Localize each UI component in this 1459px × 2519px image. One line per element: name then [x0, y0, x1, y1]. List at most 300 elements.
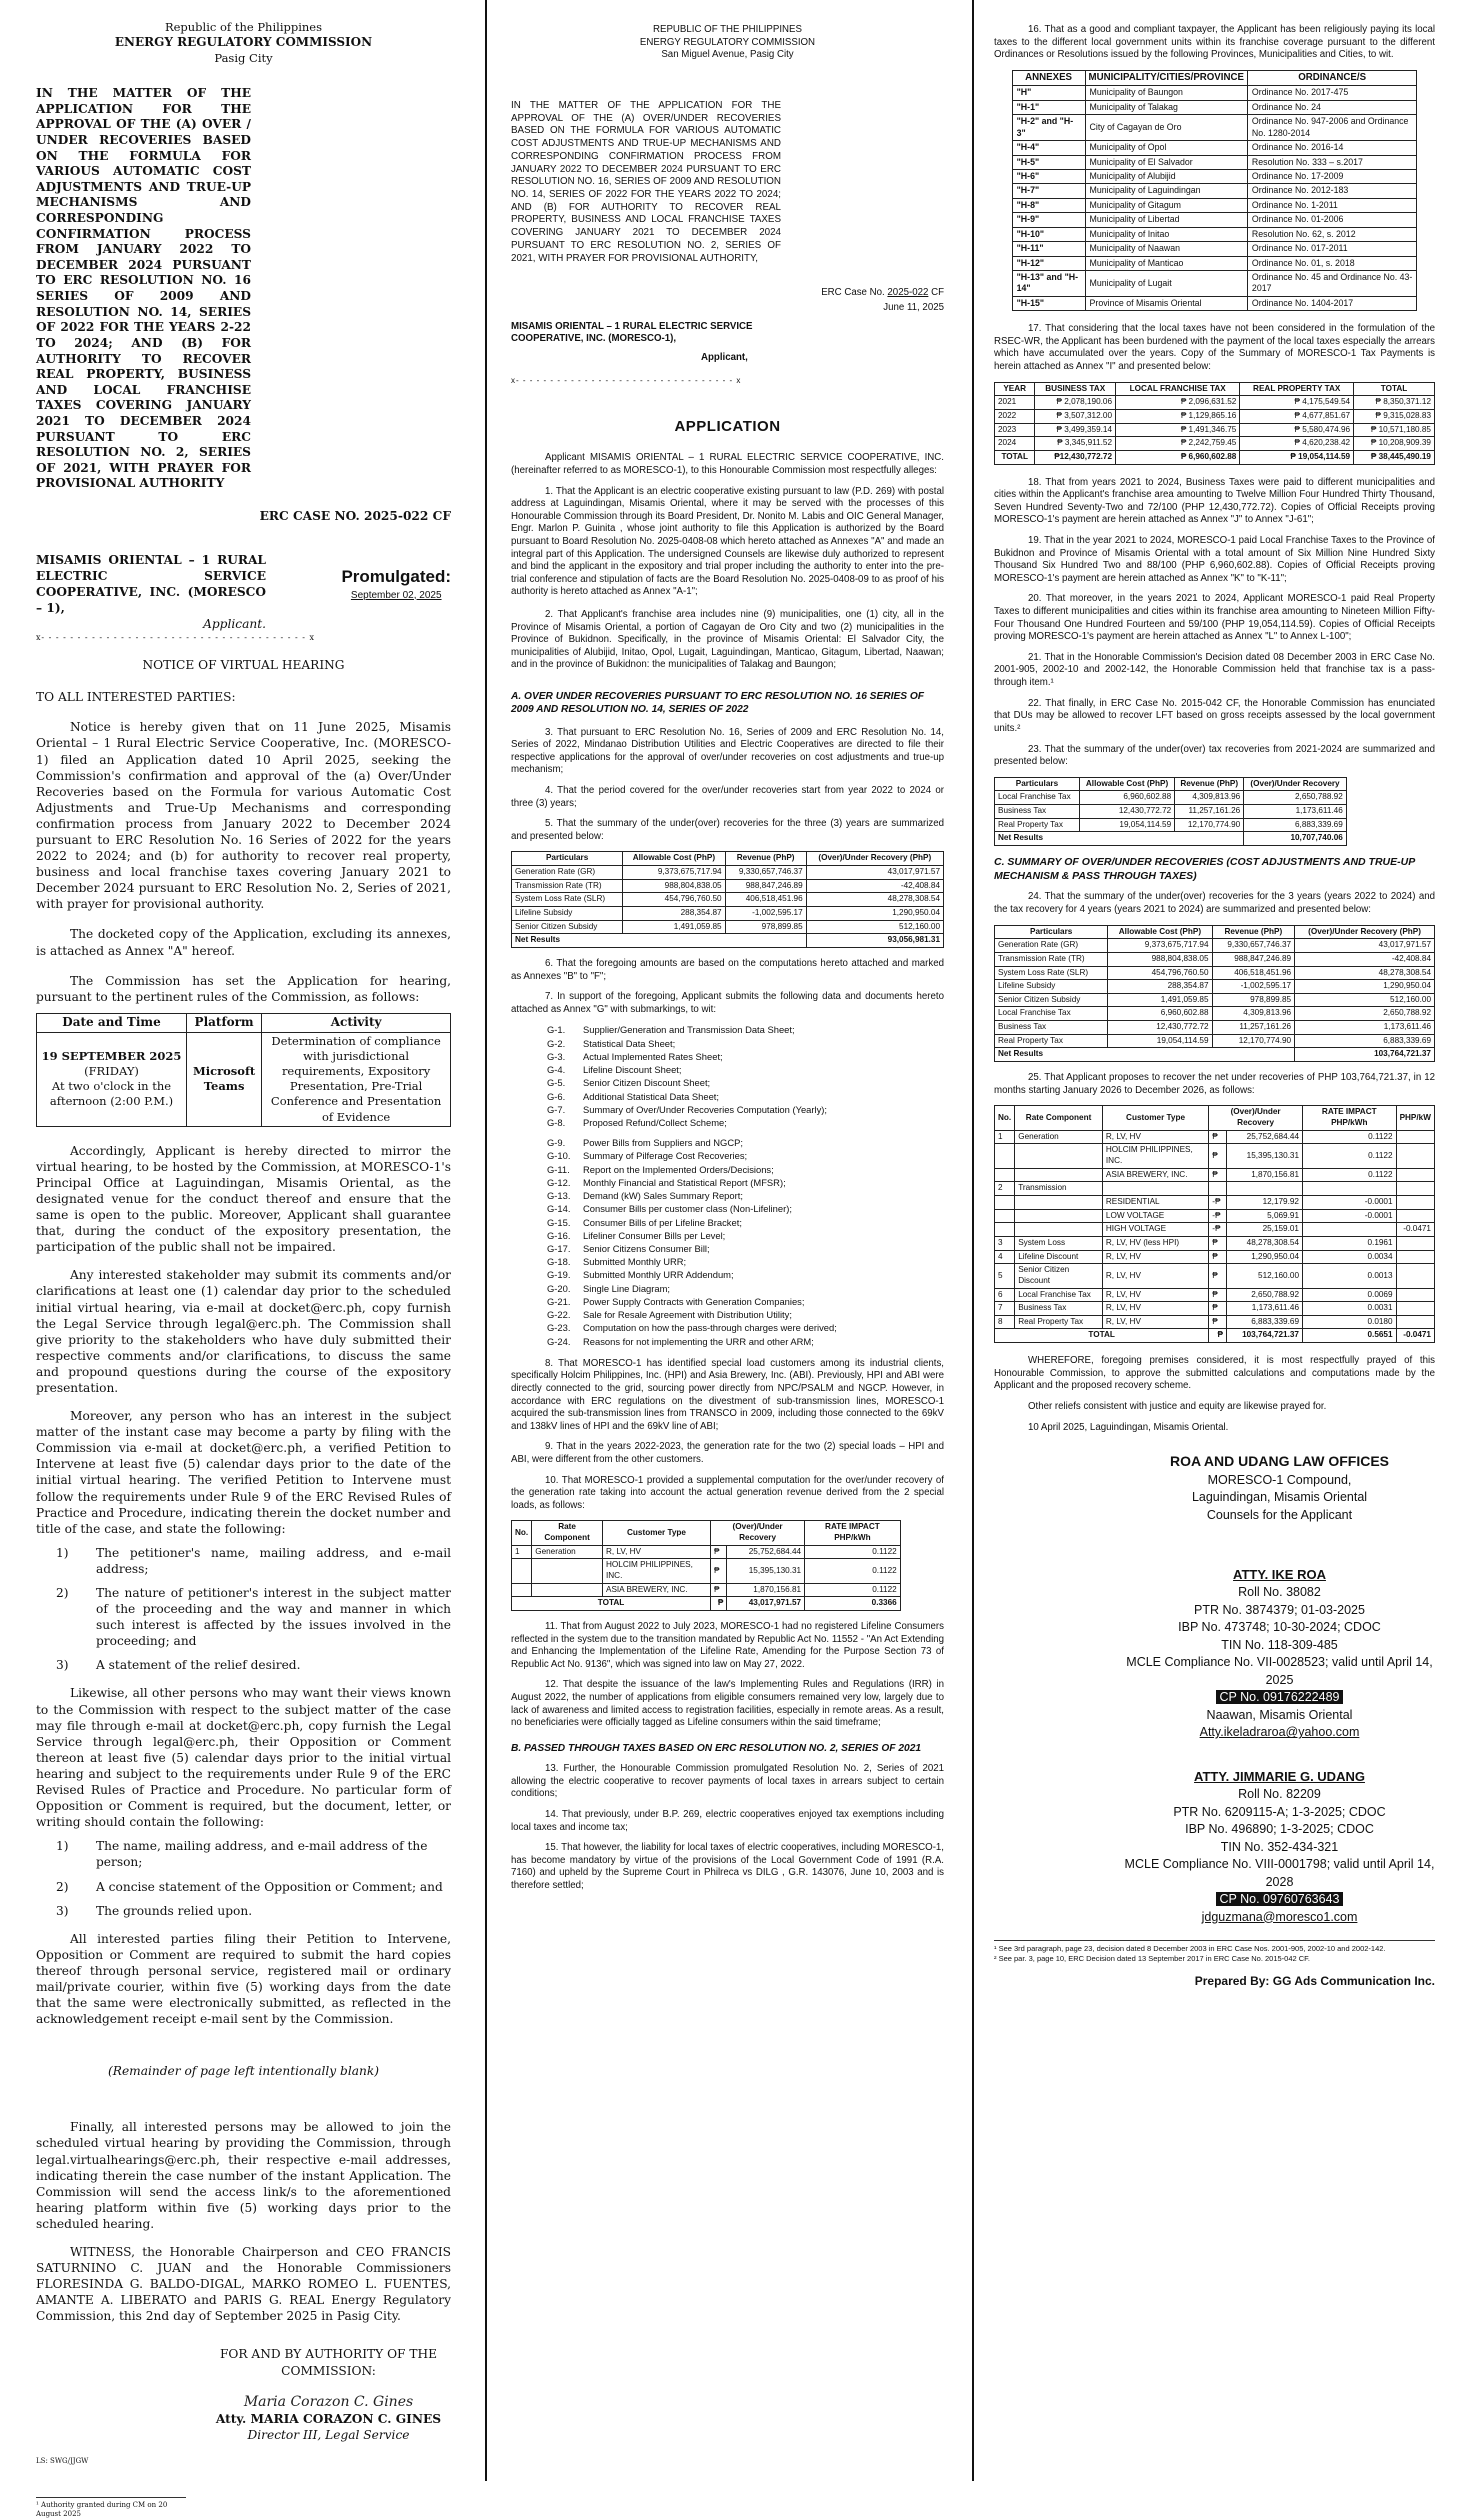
- table-cell: [1015, 1168, 1103, 1182]
- table-cell: 7: [995, 1302, 1015, 1316]
- table-header-cell: Allowable Cost (PhP): [1108, 925, 1212, 939]
- table-cell: ₱ 10,571,180.85: [1354, 423, 1435, 437]
- annex-code: G-16.: [547, 1229, 571, 1241]
- table-header-cell: RATE IMPACT PHP/kWh: [1303, 1106, 1397, 1130]
- table-cell: Ordinance No. 01, s. 2018: [1247, 256, 1416, 270]
- table-cell: "H-5": [1012, 155, 1085, 169]
- table-cell: 406,518,451.96: [1212, 966, 1295, 980]
- table-total-label: Net Results: [995, 832, 1244, 846]
- table-total-value: 93,056,981.31: [806, 934, 943, 948]
- list-item: [547, 1137, 944, 1149]
- table-row: [995, 1209, 1435, 1223]
- table-cell: Real Property Tax: [995, 1034, 1108, 1048]
- case-number: ERC CASE NO. 2025-022 CF: [259, 509, 451, 524]
- allegation-paragraph: 25. That Applicant proposes to recover the net under recoveries of PHP 103,764,721.37, in 12 months starting January 2026 to December 2026, as follows:: [994, 1072, 1435, 1096]
- table-cell: Ordinance No. 45 and Ordinance No. 43-2017: [1247, 270, 1416, 296]
- case-caption: IN THE MATTER OF THE APPLICATION FOR THE APPROVAL OF THE (A) OVER/UNDER RECOVERIES BASED ON THE FORMULA FOR VARIOUS AUTOMATIC COST ADJUSTMENTS AND TRUE-UP MECHANISMS AND CORRESPONDING CONFIRMATION PROCESS FROM JANUARY 2022 TO DECEMBER 2024 PURSUANT TO ERC RESOLUTION NO. 16, SERIES OF 2009 AND RESOLUTION NO. 14, SERIES OF 2022 FOR THE YEARS 2022 TO 2024; AND (B) FOR AUTHORITY TO RECOVER REAL PROPERTY, BUSINESS AND LOCAL FRANCHISE TAXES COVERING JANUARY 2021 TO DECEMBER 2024 PURSUANT TO ERC RESOLUTION NO. 2, SERIES OF 2021, WITH PRAYER FOR PROVISIONAL AUTHORITY,: [511, 99, 781, 264]
- case-number: 2025-022: [887, 287, 929, 299]
- table-row: [995, 818, 1347, 832]
- case-suffix: CF: [931, 287, 944, 299]
- table-row: [995, 437, 1435, 451]
- table-cell: R, LV, HV: [1102, 1264, 1208, 1288]
- prayer-paragraph: WHEREFORE, foregoing premises considered, it is most respectfully prayed of this Honourable Commission, to approve the submitted calculations and computations made by the Applicant and the proposed recovery scheme.: [994, 1355, 1435, 1392]
- table-cell: 0.1122: [805, 1559, 901, 1583]
- annex-code: G-22.: [547, 1309, 571, 1321]
- table-cell: "H-10": [1012, 227, 1085, 241]
- table-cell: R, LV, HV: [1102, 1130, 1208, 1144]
- table-cell: ₱: [1209, 1144, 1227, 1168]
- table-row: [1012, 184, 1417, 198]
- table-cell: 43,017,971.57: [806, 866, 943, 880]
- allegation-paragraph: 8. That MORESCO-1 has identified special load customers among its industrial clients, specifically Holcim Philippines, Inc. (HPI) and Asia Brewery, Inc. (ABI). Previously, HPI and ABI were directly connected to the grid, sourcing power directly from NPC/PSALM and NGCP. However, in accordance with ERC regulations on the divestment of sub-transmission lines, MORESCO-1 acquired the sub-transmission lines from TRANSCO in 2009, including those connected to the 69kV and 138kV lines of HPI and the 69kV line of ABI;: [511, 1357, 944, 1432]
- commission-header: ENERGY REGULATORY COMMISSION: [639, 36, 816, 48]
- table-cell: 6,883,339.69: [1295, 1034, 1435, 1048]
- table-cell: ₱ 2,096,631.52: [1116, 396, 1240, 410]
- combined-summary-table: [994, 925, 1435, 1063]
- table-cell: 512,160.00: [1295, 993, 1435, 1007]
- allegation-paragraph: 3. That pursuant to ERC Resolution No. 16, Series of 2009 and ERC Resolution No. 14, Series of 2022, Mindanao Distribution Utilities and Electric Cooperatives are directed to file their respective applications for the approval of over/under recoveries on cost adjustments and true-up mechanism;: [511, 726, 944, 776]
- applicant-name: MISAMIS ORIENTAL – 1 RURAL ELECTRIC SERVICE COOPERATIVE, INC. (MORESCO-1),: [511, 320, 753, 345]
- credential-line: TIN No. 118-309-485: [1221, 1637, 1338, 1652]
- table-cell: 1,870,156.81: [727, 1583, 805, 1597]
- table-total-value: 103,764,721.37: [1226, 1329, 1302, 1343]
- annex-g-list: [511, 1024, 944, 1347]
- allegation-paragraph: 18. That from years 2021 to 2024, Business Taxes were paid to different municipalities and cities within the Applicant's franchise area amounting to Twelve Million Four Hundred Thirty Thousand, Seven Hundred Seventy-Two and 72/100 (PHP 12,430,772.72). Copies of Official Receipts proving MORESCO-1's payment are herein attached as Annex "J" to Annex "J-61";: [994, 476, 1435, 526]
- table-cell: 454,796,760.50: [623, 893, 725, 907]
- table-cell: Ordinance No. 2012-183: [1247, 184, 1416, 198]
- table-cell: 6,883,339.69: [1244, 818, 1347, 832]
- table-total-value: 0.5651: [1303, 1329, 1397, 1343]
- table-cell: ₱ 4,175,549.54: [1240, 396, 1354, 410]
- credential-line: PTR No. 6209115-A; 1-3-2025; CDOC: [1173, 1804, 1386, 1819]
- blank-remainder-note: (Remainder of page left intentionally blank): [108, 2064, 379, 2079]
- list-item: The name, mailing address, and e-mail address of the person;: [96, 1839, 428, 1870]
- annex-code: G-13.: [547, 1190, 571, 1202]
- table-row: [512, 1545, 901, 1559]
- table-header-cell: No.: [512, 1521, 532, 1545]
- table-row: [995, 1182, 1435, 1196]
- allegation-paragraph: 6. That the foregoing amounts are based on the computations hereto attached and marked as Annexes "B" to "F";: [511, 958, 944, 982]
- annex-description: Lifeliner Consumer Bills per Level;: [583, 1229, 726, 1241]
- annex-description: Single Line Diagram;: [583, 1282, 671, 1294]
- table-cell: Ordinance No. 01-2006: [1247, 213, 1416, 227]
- table-header-cell: REAL PROPERTY TAX: [1240, 382, 1354, 396]
- divider-line: x- - - - - - - - - - - - - - - - - - - - - - - - - - - - - - - - - - - - - x: [36, 632, 315, 642]
- table-cell: [995, 1223, 1015, 1237]
- table-row: [995, 993, 1435, 1007]
- table-total-label: Net Results: [995, 1048, 1295, 1062]
- table-cell: [1015, 1144, 1103, 1168]
- table-cell: 406,518,451.96: [725, 893, 806, 907]
- table-cell: 1,173,611.46: [1226, 1302, 1302, 1316]
- table-cell: 48,278,308.54: [806, 893, 943, 907]
- table-cell: -1,002,595.17: [725, 907, 806, 921]
- firm-role: Counsels for the Applicant: [1206, 1507, 1353, 1522]
- table-cell: Generation: [532, 1545, 603, 1559]
- table-row: [512, 1583, 901, 1597]
- table-cell: [1396, 1195, 1434, 1209]
- table-cell: -0.0001: [1303, 1195, 1397, 1209]
- allegation-paragraph: 21. That in the Honorable Commission's Decision dated 08 December 2003 in ERC Case No. 2001-905, 2002-10 and 2002-142, the Honorable Commission held that franchise tax is a pass-through item.¹: [994, 651, 1435, 689]
- table-cell: Ordinance No. 1404-2017: [1247, 296, 1416, 310]
- table-cell: ₱ 4,620,238.42: [1240, 437, 1354, 451]
- table-total-label: TOTAL: [995, 1329, 1209, 1343]
- table-cell: R, LV, HV: [1102, 1302, 1208, 1316]
- table-cell: Municipality of Talakag: [1085, 100, 1247, 114]
- allegation-paragraph: 10. That MORESCO-1 provided a supplemental computation for the over/under recovery of the generation rate taking into account the actual generation revenue derived from the 2 special loads, as follows:: [511, 1474, 944, 1511]
- table-cell: 512,160.00: [1226, 1264, 1302, 1288]
- table-cell: [1015, 1209, 1103, 1223]
- credential-line: TIN No. 352-434-321: [1220, 1839, 1339, 1854]
- annex-description: Submitted Monthly URR;: [583, 1256, 687, 1268]
- table-cell: 11,257,161.26: [1212, 1021, 1295, 1035]
- table-row: [995, 939, 1435, 953]
- table-header-cell: Revenue (PhP): [725, 852, 806, 866]
- table-row: [995, 980, 1435, 994]
- table-header-cell: Particulars: [512, 852, 623, 866]
- notice-paragraph: Likewise, all other persons who may want their views known to the Commission with respect to the subject matter of the case may file through e-mail at docket@erc.ph, copy furnish the Legal Service through legal@erc.ph, their Opposition or Comment thereon at least five (5) calendar days prior to the initial virtual hearing and subject to the requirements under Rule 9 of the ERC Revised Rules of Practice and Procedure. No particular form of Opposition or Comment is required, but the document, letter, or writing should contain the following:: [36, 1686, 451, 1830]
- table-total-value: ₱12,430,772.72: [1035, 450, 1116, 464]
- annex-code: G-14.: [547, 1203, 571, 1215]
- annex-description: Monthly Financial and Statistical Report (MFSR);: [583, 1176, 786, 1188]
- table-header-cell: Particulars: [995, 777, 1080, 791]
- table-cell: Generation Rate (GR): [995, 939, 1108, 953]
- annex-description: Proposed Refund/Collect Scheme;: [583, 1117, 727, 1128]
- attorney-address: Naawan, Misamis Oriental: [1206, 1707, 1353, 1722]
- table-cell: HOLCIM PHILIPPINES, INC.: [602, 1559, 710, 1583]
- table-cell: 0.1122: [1303, 1130, 1397, 1144]
- table-cell: "H-13" and "H-14": [1012, 270, 1085, 296]
- list-item: [547, 1038, 944, 1050]
- table-cell: "H-8": [1012, 198, 1085, 212]
- list-item: The petitioner's name, mailing address, and e-mail address;: [96, 1545, 451, 1576]
- list-item: [547, 1104, 944, 1116]
- table-cell: [532, 1559, 603, 1583]
- credential-line: IBP No. 496890; 1-3-2025; CDOC: [1185, 1822, 1374, 1837]
- table-cell: 0.0180: [1303, 1315, 1397, 1329]
- table-header-cell: (Over)/Under Recovery (PhP): [806, 852, 943, 866]
- annex-code: G-9.: [547, 1137, 566, 1149]
- table-cell: 2,650,788.92: [1244, 791, 1347, 805]
- tax-recovery-table: [994, 777, 1347, 846]
- table-cell: 5,069.91: [1226, 1209, 1302, 1223]
- allegation-paragraph: 19. That in the year 2021 to 2024, MORESCO-1 paid Local Franchise Taxes to the Province of Bukidnon and Province of Misamis Oriental with a total amount of Six Million Nine Hundred Sixty Thousand Six Hundred Two and 88/100 (PHP 6,960,602.88). Copies of Official Receipts proving MORESCO-1's payment are herein attached as Annex "K" to "K-11";: [994, 535, 1435, 584]
- attorney-credentials: [1124, 1786, 1435, 1891]
- table-header-cell: Revenue (PhP): [1175, 777, 1244, 791]
- list-item: A concise statement of the Opposition or Comment; and: [96, 1879, 443, 1894]
- table-cell: 0.0013: [1303, 1264, 1397, 1288]
- table-cell: 12,430,772.72: [1079, 805, 1174, 819]
- notice-paragraph: The Commission has set the Application for hearing, pursuant to the pertinent rules of the Commission, as follows:: [36, 973, 451, 1004]
- table-cell: [1396, 1315, 1434, 1329]
- table-cell: 5: [995, 1264, 1015, 1288]
- table-cell: ₱ 8,350,371.12: [1354, 396, 1435, 410]
- list-item: [547, 1256, 944, 1268]
- table-cell: Ordinance No. 017-2011: [1247, 242, 1416, 256]
- hearing-date: 19 SEPTEMBER 2025: [41, 1048, 182, 1063]
- table-cell: 8: [995, 1315, 1015, 1329]
- table-row: [1012, 155, 1417, 169]
- table-total-value: 43,017,971.57: [727, 1597, 805, 1611]
- table-row: [1012, 141, 1417, 155]
- table-cell: Municipality of Laguindingan: [1085, 184, 1247, 198]
- annex-description: Sale for Resale Agreement with Distribution Utility;: [583, 1309, 792, 1321]
- attorney-email: Atty.ikeladraroa@yahoo.com: [1199, 1725, 1360, 1740]
- table-cell: 6: [995, 1288, 1015, 1302]
- annex-description: Additional Statistical Data Sheet;: [583, 1090, 720, 1102]
- list-item: [547, 1164, 944, 1176]
- annex-description: Senior Citizen Discount Sheet;: [583, 1077, 711, 1089]
- list-item: [547, 1230, 944, 1242]
- table-cell: "H-1": [1012, 100, 1085, 114]
- table-cell: ₱: [1209, 1288, 1227, 1302]
- application-title: APPLICATION: [674, 417, 781, 435]
- table-cell: "H-2" and "H-3": [1012, 115, 1085, 141]
- list-number: 1): [56, 1545, 69, 1560]
- table-row: [1012, 242, 1417, 256]
- table-cell: [995, 1195, 1015, 1209]
- allegation-paragraph: 13. Further, the Honourable Commission promulgated Resolution No. 2, Series of 2021 allowing the electric cooperative to recover payments of local taxes in arrears subject to certain conditions;: [511, 1763, 944, 1800]
- annex-description: Submitted Monthly URR Addendum;: [583, 1269, 734, 1281]
- annex-code: G-21.: [547, 1295, 571, 1307]
- table-cell: Generation: [1015, 1130, 1103, 1144]
- table-cell: [512, 1559, 532, 1583]
- table-cell: Senior Citizen Discount: [1015, 1264, 1103, 1288]
- annex-code: G-18.: [547, 1256, 571, 1268]
- table-cell: [995, 1209, 1015, 1223]
- notice-paragraph: Moreover, any person who has an interest in the subject matter of the instant case may become a party by filing with the Commission via e-mail at docket@erc.ph, a verified Petition to Intervene at least five (5) calendar days prior to the date of the initial virtual hearing. The verified Petition to Intervene must follow the requirements under Rule 9 of the ERC Revised Rules of Practice and Procedure, indicating therein the docket number and title of the case, and state the following:: [36, 1409, 451, 1536]
- table-cell: Municipality of Lugait: [1085, 270, 1247, 296]
- table-cell: Business Tax: [995, 805, 1080, 819]
- table-total-value: 10,707,740.06: [1244, 832, 1347, 846]
- table-row: [1012, 270, 1417, 296]
- table-cell: Transmission Rate (TR): [995, 952, 1108, 966]
- firm-address: MORESCO-1 Compound,: [1207, 1472, 1352, 1487]
- table-total-value: ₱ 6,960,602.88: [1116, 450, 1240, 464]
- table-cell: ₱ 9,315,028.83: [1354, 409, 1435, 423]
- firm-address: Laguindingan, Misamis Oriental: [1191, 1490, 1368, 1505]
- ordinances-table: [1012, 70, 1418, 311]
- notice-column: [0, 0, 485, 2518]
- republic-header: Republic of the Philippines: [164, 20, 323, 34]
- table-cell: Province of Misamis Oriental: [1085, 296, 1247, 310]
- applicant-label: Applicant,: [701, 351, 748, 363]
- annex-description: Lifeline Discount Sheet;: [583, 1064, 682, 1076]
- table-cell: "H-9": [1012, 213, 1085, 227]
- hearing-activity: Determination of compliance with jurisdictional requirements, Expository Presentation, Pre-Trial Conference and Presentation of Evidence: [262, 1032, 451, 1126]
- annex-description: Actual Implemented Rates Sheet;: [583, 1050, 723, 1062]
- credential-line: Roll No. 82209: [1238, 1787, 1321, 1802]
- allegation-paragraph: 4. That the period covered for the over/under recoveries start from year 2022 to 2024 or three (3) years;: [511, 785, 944, 809]
- table-cell: 9,330,657,746.37: [1212, 939, 1295, 953]
- table-cell: [1015, 1195, 1103, 1209]
- allegation-paragraph: 24. That the summary of the under(over) recoveries for the 3 years (years 2022 to 2024) and the tax recovery for 4 years (years 2021 to 2024) are summarized and presented below:: [994, 891, 1435, 915]
- schedule-header: Platform: [187, 1013, 262, 1032]
- table-cell: Real Property Tax: [995, 818, 1080, 832]
- attorney-phone: CP No. 09176222489: [1216, 1690, 1342, 1704]
- table-row: [995, 1250, 1435, 1264]
- table-total-value: -0.0471: [1396, 1329, 1434, 1343]
- hearing-schedule-table: [36, 1013, 451, 1127]
- table-cell: "H-4": [1012, 141, 1085, 155]
- table-cell: 48,278,308.54: [1295, 966, 1435, 980]
- table-header-cell: No.: [995, 1106, 1015, 1130]
- table-cell: 978,899.85: [1212, 993, 1295, 1007]
- allegation-paragraph: 20. That moreover, in the years 2021 to 2024, Applicant MORESCO-1 paid Real Property Taxes to different municipalities and cities within its franchise area amounting to Nineteen Million Fifty-Four Thousand One Hundred Fourteen and 59/100 (PHP 19,054,114.59). Copies of Official Receipts proving MORESCO-1's payment are herein attached as Annex "L" to Annex L-100";: [994, 593, 1435, 643]
- city-header: Pasig City: [214, 51, 273, 65]
- table-cell: Resolution No. 333 – s.2017: [1247, 155, 1416, 169]
- table-cell: 43,017,971.57: [1295, 939, 1435, 953]
- table-header-cell: YEAR: [995, 382, 1035, 396]
- table-cell: "H-15": [1012, 296, 1085, 310]
- table-cell: -0.0001: [1303, 1209, 1397, 1223]
- table-row: [995, 1288, 1435, 1302]
- table-cell: 978,899.85: [725, 920, 806, 934]
- table-cell: ₱ 3,499,359.14: [1035, 423, 1116, 437]
- application-continued-column: [974, 0, 1459, 2481]
- annex-description: Consumer Bills per customer class (Non-Lifeliner);: [583, 1203, 792, 1215]
- table-cell: ASIA BREWERY, INC.: [1102, 1168, 1208, 1182]
- recoveries-summary-table: [511, 851, 944, 948]
- initials: LS: SWG/JJGW: [36, 2457, 89, 2466]
- table-cell: 988,847,246.89: [1212, 952, 1295, 966]
- annex-description: Summary of Pilferage Cost Recoveries;: [583, 1150, 748, 1162]
- table-cell: [1396, 1288, 1434, 1302]
- table-cell: R, LV, HV: [1102, 1250, 1208, 1264]
- table-total-row: [512, 1597, 901, 1611]
- allegation-paragraph: 2. That Applicant's franchise area includes nine (9) municipalities, one (1) city, all in the Province of Misamis Oriental, a portion of Cagayan de Oro City and two (2) municipalities in the Province of Bukidnon. Specifically, in the province of Misamis Oriental: El Salvador City, the municipalities of Alubijid, Initao, Opol, Lugait, Laguindingan, Manticao, Gitagum, Libertad, Naawan; and in the province of Bukidnon: the municipalities of Talakag and Baungon;: [511, 609, 944, 671]
- table-cell: ₱: [711, 1559, 727, 1583]
- table-cell: 0.0034: [1303, 1250, 1397, 1264]
- table-cell: 25,752,684.44: [1226, 1130, 1302, 1144]
- table-cell: -₱: [1209, 1195, 1227, 1209]
- credential-line: MCLE Compliance No. VIII-0001798; valid until April 14, 2028: [1124, 1857, 1435, 1889]
- table-cell: 12,179.92: [1226, 1195, 1302, 1209]
- annex-description: Report on the Implemented Orders/Decisions;: [583, 1163, 774, 1175]
- table-header-cell: (Over)/Under Recovery: [1244, 777, 1347, 791]
- attorney-name: ATTY. JIMMARIE G. UDANG: [1194, 1768, 1365, 1784]
- table-cell: Municipality of Manticao: [1085, 256, 1247, 270]
- table-cell: Transmission Rate (TR): [512, 879, 623, 893]
- annex-description: Power Bills from Suppliers and NGCP;: [583, 1137, 743, 1149]
- table-cell: [1396, 1302, 1434, 1316]
- notice-paragraph: Accordingly, Applicant is hereby directed to mirror the virtual hearing, to be hosted by the Commission, at MORESCO-1's Principal Office at Laguindingan, Misamis Oriental, as the designated venue for the conduct thereof and ensure that the same is open to the public. Moreover, Applicant shall guarantee that, during the conduct of the expository presentation, the participation of the public shall not be impaired.: [36, 1143, 451, 1255]
- table-row: [995, 805, 1347, 819]
- table-header-cell: LOCAL FRANCHISE TAX: [1116, 382, 1240, 396]
- table-cell: -0.0471: [1396, 1223, 1434, 1237]
- table-cell: R, LV, HV: [1102, 1288, 1208, 1302]
- commission-header: ENERGY REGULATORY COMMISSION: [114, 35, 373, 50]
- table-cell: Ordinance No. 947-2006 and Ordinance No. 1280-2014: [1247, 115, 1416, 141]
- table-cell: ₱: [1209, 1168, 1227, 1182]
- table-cell: ASIA BREWERY, INC.: [602, 1583, 710, 1597]
- table-cell: [1396, 1144, 1434, 1168]
- table-row: [995, 1021, 1435, 1035]
- table-row: [1012, 227, 1417, 241]
- list-item: [547, 1091, 944, 1103]
- table-cell: Ordinance No. 2016-14: [1247, 141, 1416, 155]
- table-cell: [1396, 1250, 1434, 1264]
- footnote: ¹ See 3rd paragraph, page 23, decision dated 8 December 2003 in ERC Case Nos. 2001-905, 2002-10 and 2002-142.: [994, 1944, 1386, 1954]
- annex-code: G-3.: [547, 1050, 566, 1062]
- table-cell: [1303, 1182, 1397, 1196]
- section-heading: B. PASSED THROUGH TAXES BASED ON ERC RESOLUTION NO. 2, SERIES OF 2021: [511, 1742, 922, 1754]
- opposition-requirements-list: [36, 1838, 451, 1918]
- table-header-cell: ORDINANCE/S: [1247, 70, 1416, 86]
- list-number: 3): [56, 1903, 69, 1918]
- annex-code: G-1.: [547, 1024, 566, 1036]
- table-row: [995, 1223, 1435, 1237]
- table-cell: [1396, 1236, 1434, 1250]
- table-cell: 9,373,675,717.94: [1108, 939, 1212, 953]
- table-total-value: ₱ 38,445,490.19: [1354, 450, 1435, 464]
- table-cell: ₱: [1209, 1302, 1227, 1316]
- table-total-label: TOTAL: [512, 1597, 711, 1611]
- table-header-cell: TOTAL: [1354, 382, 1435, 396]
- table-cell: [1209, 1182, 1227, 1196]
- notice-paragraph: Notice is hereby given that on 11 June 2025, Misamis Oriental – 1 Rural Electric Service Cooperative, Inc. (MORESCO-1) filed an Application dated 10 April 2025, seeking the Commission's confirmation and approval of the (a) Over/Under Recoveries based on the Formula for various Automatic Cost Adjustments and True-Up Mechanisms and corresponding confirmation process from January 2022 to December 2024 pursuant to ERC Resolution No. 16 Series of 2022 for the years 2022 to 2024; and (b) for authority to recover real property, business and local franchise taxes covering January 2021 to December 2024 pursuant to ERC Resolution No. 2, Series of 2021, with prayer for provisional authority.: [36, 720, 451, 912]
- table-total-value: ₱: [1209, 1329, 1227, 1343]
- table-cell: 1: [512, 1545, 532, 1559]
- table-row: [995, 1195, 1435, 1209]
- table-cell: Ordinance No. 24: [1247, 100, 1416, 114]
- divider-line: x- - - - - - - - - - - - - - - - - - - - - - - - - - - - - - - - x: [511, 376, 742, 386]
- allegation-paragraph: 22. That finally, in ERC Case No. 2015-042 CF, the Honorable Commission has enunciated that DUs may be allowed to recover LFT based on gross receipts assessed by the local government units.²: [994, 697, 1435, 734]
- promulgated-date: September 02, 2025: [350, 589, 442, 601]
- table-row: [512, 866, 944, 880]
- hearing-day: (FRIDAY): [84, 1063, 139, 1078]
- list-item: [547, 1283, 944, 1295]
- annex-code: G-5.: [547, 1077, 566, 1089]
- table-row: [1012, 169, 1417, 183]
- annex-code: G-6.: [547, 1090, 566, 1102]
- list-item: [547, 1117, 944, 1129]
- table-cell: 6,960,602.88: [1079, 791, 1174, 805]
- table-cell: Local Franchise Tax: [995, 791, 1080, 805]
- table-cell: 4,309,813.96: [1212, 1007, 1295, 1021]
- annex-description: Supplier/Generation and Transmission Data Sheet;: [583, 1024, 795, 1036]
- table-row: [995, 952, 1435, 966]
- section-heading: C. SUMMARY OF OVER/UNDER RECOVERIES (COST ADJUSTMENTS AND TRUE-UP MECHANISM & PASS THROUGH TAXES): [994, 856, 1415, 882]
- annex-description: Statistical Data Sheet;: [583, 1037, 676, 1049]
- petition-requirements-list: [36, 1545, 451, 1674]
- table-cell: 1,491,059.85: [1108, 993, 1212, 1007]
- table-row: [995, 966, 1435, 980]
- table-cell: "H-6": [1012, 169, 1085, 183]
- table-cell: 1: [995, 1130, 1015, 1144]
- section-heading: A. OVER UNDER RECOVERIES PURSUANT TO ERC RESOLUTION NO. 16 SERIES OF 2009 AND RESOLUTION NO. 14, SERIES OF 2022: [511, 691, 925, 716]
- table-cell: HOLCIM PHILIPPINES, INC.: [1102, 1144, 1208, 1168]
- table-row: [995, 1264, 1435, 1288]
- annex-code: G-23.: [547, 1322, 571, 1334]
- table-cell: 15,395,130.31: [1226, 1144, 1302, 1168]
- table-cell: 2023: [995, 423, 1035, 437]
- table-cell: 988,804,838.05: [623, 879, 725, 893]
- table-cell: 454,796,760.50: [1108, 966, 1212, 980]
- table-cell: ₱: [711, 1583, 727, 1597]
- table-cell: Municipality of Alubijid: [1085, 169, 1247, 183]
- table-row: [995, 1168, 1435, 1182]
- table-cell: 2,650,788.92: [1226, 1288, 1302, 1302]
- table-cell: [1396, 1168, 1434, 1182]
- signatory-title: Director III, Legal Service: [247, 2428, 410, 2443]
- table-cell: Ordinance No. 2017-475: [1247, 86, 1416, 100]
- table-cell: 6,883,339.69: [1226, 1315, 1302, 1329]
- notice-paragraph: The docketed copy of the Application, excluding its annexes, is attached as Annex "A" hereof.: [36, 927, 451, 958]
- list-number: 1): [56, 1839, 69, 1854]
- table-total-value: 103,764,721.37: [1295, 1048, 1435, 1062]
- addressee: TO ALL INTERESTED PARTIES:: [36, 690, 236, 705]
